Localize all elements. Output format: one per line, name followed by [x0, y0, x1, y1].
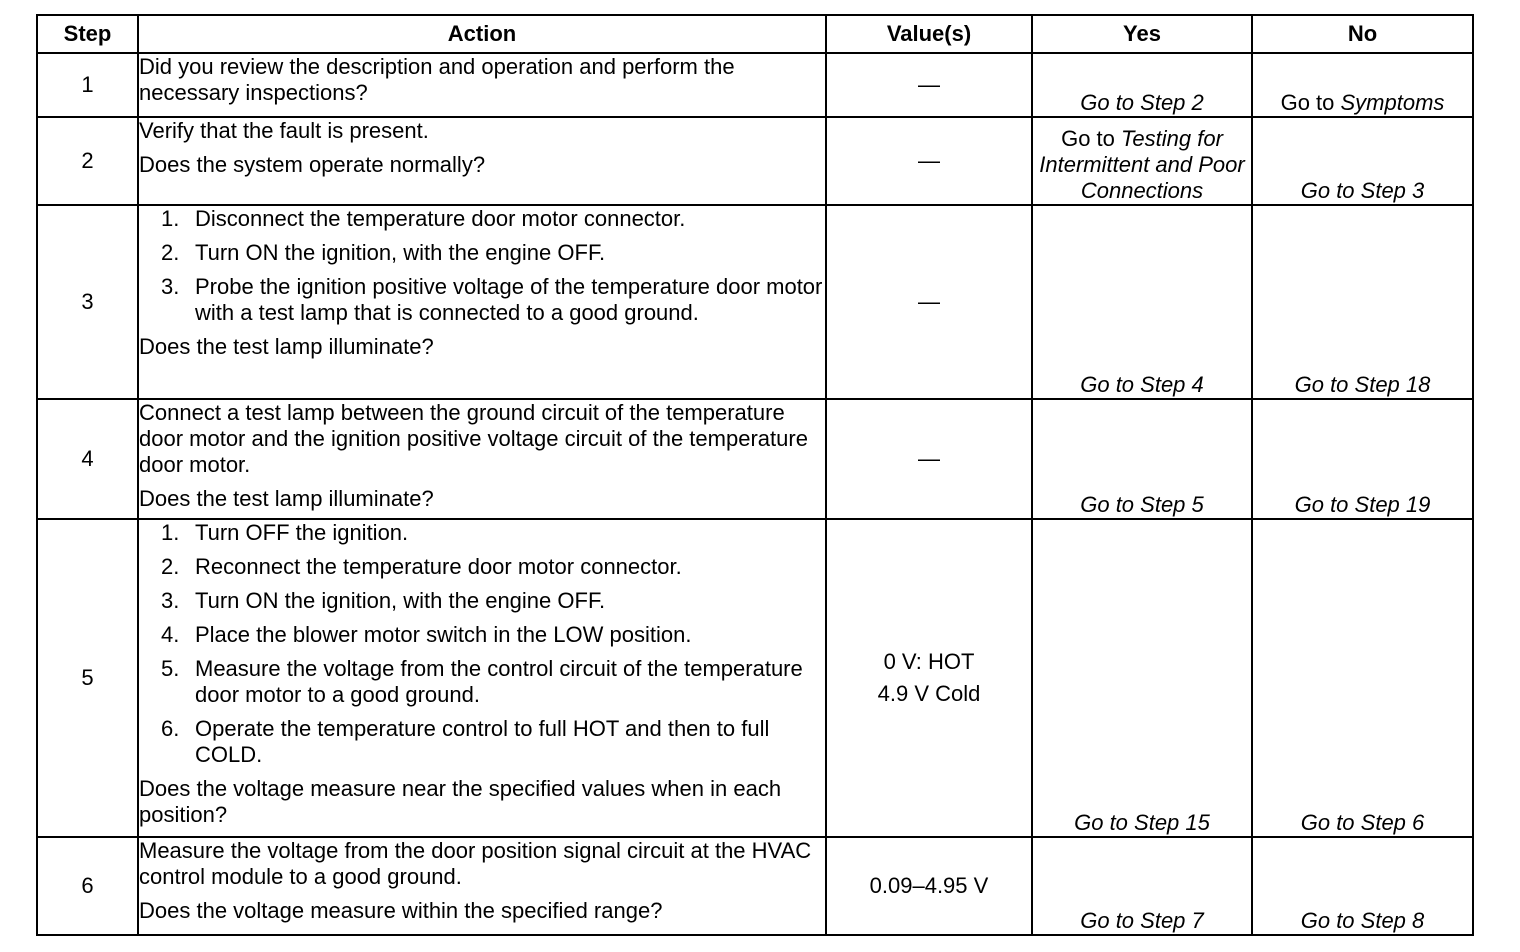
yes-cell — [1032, 53, 1252, 117]
no-cell — [1252, 837, 1473, 935]
value-cell — [826, 205, 1032, 399]
action-text: Does the test lamp illuminate? — [139, 486, 434, 511]
action-steps-list — [139, 206, 825, 326]
action-step — [161, 656, 825, 708]
action-step-text: Disconnect the temperature door motor connector. — [195, 206, 686, 231]
value-line: 0 V: HOT — [883, 649, 975, 674]
value-text: — — [918, 446, 940, 471]
value-cell — [826, 399, 1032, 519]
yes-target-link: Go to Step 5 — [1080, 492, 1204, 517]
no-target-link: Go to Step 8 — [1300, 908, 1425, 933]
action-cell — [138, 53, 826, 117]
step-number: 2 — [37, 117, 138, 205]
action-step-text: Measure the voltage from the control circuit of the temperature door motor to a good ground. — [195, 656, 803, 707]
action-step — [161, 588, 825, 614]
action-step-number: 6. — [161, 716, 180, 741]
action-step-text: Turn OFF the ignition. — [195, 520, 409, 545]
action-step-text: Turn ON the ignition, with the engine OFF. — [195, 240, 606, 265]
table-row — [37, 53, 1473, 117]
yes-target-link: Go to Step 2 — [1080, 90, 1204, 115]
action-cell — [138, 837, 826, 935]
no-prefix: Go to — [1280, 90, 1341, 115]
action-steps-list — [139, 520, 825, 768]
action-step-text: Operate the temperature control to full HOT and then to full COLD. — [195, 716, 770, 767]
action-step — [161, 240, 825, 266]
value-text: — — [918, 72, 940, 97]
action-cell — [138, 399, 826, 519]
action-text: Verify that the fault is present. — [139, 118, 429, 143]
action-step-text: Place the blower motor switch in the LOW position. — [195, 622, 692, 647]
value-text: — — [918, 289, 940, 314]
action-question: Does the voltage measure near the specified values when in each position? — [139, 776, 782, 827]
no-cell — [1252, 117, 1473, 205]
yes-target-link: Go to Step 4 — [1080, 372, 1204, 397]
action-step — [161, 716, 825, 768]
yes-cell — [1032, 837, 1252, 935]
value-text: — — [918, 148, 940, 173]
yes-prefix: Go to — [1061, 126, 1121, 151]
header-values: Value(s) — [826, 15, 1032, 53]
action-step-text: Turn ON the ignition, with the engine OFF. — [195, 588, 606, 613]
header-action: Action — [138, 15, 826, 53]
action-text: Does the system operate normally? — [139, 152, 486, 177]
diagnostic-table — [36, 14, 1474, 936]
yes-target-link: Testing for Intermittent and Poor Connections — [1039, 126, 1245, 203]
yes-cell — [1032, 399, 1252, 519]
header-yes: Yes — [1032, 15, 1252, 53]
value-cell — [826, 837, 1032, 935]
no-target-link: Go to Step 18 — [1294, 372, 1431, 397]
action-step-number: 3. — [161, 588, 180, 613]
action-text: Connect a test lamp between the ground circuit of the temperature door motor and the ignition positive voltage circuit of the temperature door motor. — [139, 400, 808, 477]
action-step-number: 3. — [161, 274, 180, 299]
no-cell — [1252, 519, 1473, 837]
value-cell — [826, 519, 1032, 837]
header-step: Step — [37, 15, 138, 53]
no-cell — [1252, 205, 1473, 399]
no-cell — [1252, 53, 1473, 117]
value-line: 4.9 V Cold — [877, 681, 981, 706]
no-cell — [1252, 399, 1473, 519]
no-target-link: Go to Step 19 — [1294, 492, 1431, 517]
action-step-number: 2. — [161, 554, 180, 579]
yes-cell — [1032, 205, 1252, 399]
yes-cell — [1032, 519, 1252, 837]
action-text: Did you review the description and operation and perform the necessary inspections? — [139, 54, 735, 105]
no-target-link: Go to Step 3 — [1300, 178, 1425, 203]
action-cell — [138, 205, 826, 399]
action-step-number: 1. — [161, 206, 180, 231]
yes-cell — [1032, 117, 1252, 205]
table-row — [37, 399, 1473, 519]
action-step — [161, 206, 825, 232]
table-row — [37, 837, 1473, 935]
action-step — [161, 554, 825, 580]
table-row — [37, 117, 1473, 205]
yes-target-link: Go to Step 15 — [1074, 810, 1210, 835]
action-step-number: 1. — [161, 520, 180, 545]
header-no: No — [1252, 15, 1473, 53]
step-number: 4 — [37, 399, 138, 519]
step-number: 5 — [37, 519, 138, 837]
action-step-number: 2. — [161, 240, 180, 265]
action-step — [161, 520, 825, 546]
table-row — [37, 205, 1473, 399]
action-step-text: Probe the ignition positive voltage of the temperature door motor with a test lamp that is connected to a good ground. — [195, 274, 823, 325]
action-cell — [138, 117, 826, 205]
action-text: Measure the voltage from the door position signal circuit at the HVAC control module to a good ground. — [139, 838, 812, 889]
no-target-link: Go to Step 6 — [1300, 810, 1425, 835]
header-row — [37, 15, 1473, 53]
step-number: 6 — [37, 837, 138, 935]
no-target-link: Symptoms — [1340, 90, 1445, 115]
yes-target-link: Go to Step 7 — [1080, 908, 1204, 933]
action-step — [161, 274, 825, 326]
action-step-number: 5. — [161, 656, 180, 681]
value-text: 0.09–4.95 V — [869, 873, 989, 898]
step-number: 1 — [37, 53, 138, 117]
action-question: Does the test lamp illuminate? — [139, 334, 434, 359]
action-step-number: 4. — [161, 622, 180, 647]
table-row — [37, 519, 1473, 837]
action-text: Does the voltage measure within the specified range? — [139, 898, 663, 923]
step-number: 3 — [37, 205, 138, 399]
value-cell — [826, 53, 1032, 117]
action-cell — [138, 519, 826, 837]
value-cell — [826, 117, 1032, 205]
action-step — [161, 622, 825, 648]
action-step-text: Reconnect the temperature door motor connector. — [195, 554, 682, 579]
